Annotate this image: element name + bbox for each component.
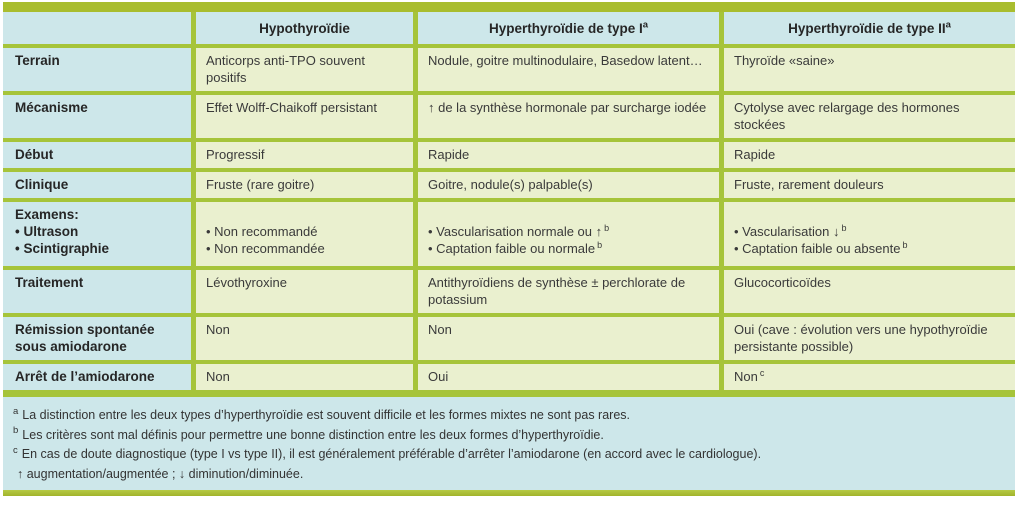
table-cell: Rapide bbox=[413, 138, 719, 168]
row-header bbox=[3, 168, 191, 198]
footnote-c: $^c$ En cas de doute diagnostique (type I vs type II), il est généralement préférable d’arrêter l’amiodarone (en accord avec le cardiologue). bbox=[13, 444, 762, 461]
table-cell: Glucocorticoïdes bbox=[719, 266, 1015, 313]
footnote-symbols: ↑ augmentation/augmentée ; ↓ diminution/diminuée. bbox=[17, 466, 304, 481]
row-header bbox=[3, 91, 191, 138]
footnote-marker: b bbox=[902, 239, 908, 250]
column-header-label: Hypothyroïdie bbox=[259, 20, 350, 36]
table-row-traitement bbox=[3, 266, 1015, 313]
column-header-hypothyroidie bbox=[191, 12, 413, 44]
footnote-marker: c bbox=[759, 367, 765, 378]
table-cell: Fruste, rarement douleurs bbox=[719, 168, 1015, 198]
table-cell: Oui bbox=[413, 360, 719, 390]
table-cell: Non bbox=[191, 313, 413, 360]
table-row-mecanisme bbox=[3, 91, 1015, 138]
table-cell: Oui (cave : évolution vers une hypothyroïdie persistante possible) bbox=[719, 313, 1015, 360]
column-header-hyperthyroidie-type2 bbox=[719, 12, 1015, 44]
footnote-marker: a bbox=[642, 19, 649, 30]
table-row-arret bbox=[3, 360, 1015, 390]
table-cell: Fruste (rare goitre) bbox=[191, 168, 413, 198]
row-header bbox=[3, 266, 191, 313]
row-label: Examens: bbox=[15, 207, 79, 222]
table-row-clinique bbox=[3, 168, 1015, 198]
table-cell: ↑ de la synthèse hormonale par surcharge iodée bbox=[413, 91, 719, 138]
column-header-label: Hyperthyroïdie de type II bbox=[788, 20, 946, 36]
row-label: • Scintigraphie bbox=[15, 241, 109, 256]
table-bottom-border-bar bbox=[3, 390, 1015, 397]
header-row bbox=[3, 12, 1015, 44]
row-label: Clinique bbox=[15, 177, 69, 192]
row-label: • Ultrason bbox=[15, 224, 79, 239]
row-label: Mécanisme bbox=[15, 100, 88, 115]
table-cell: • Vascularisation normale ou ↑ $^b$ • Captation faible ou normale $^b$ bbox=[413, 198, 719, 266]
table-cell: Thyroïde «saine» bbox=[719, 44, 1015, 91]
table-cell: Goitre, nodule(s) palpable(s) bbox=[413, 168, 719, 198]
table-cell: Cytolyse avec relargage des hormones stockées bbox=[719, 91, 1015, 138]
row-label: Terrain bbox=[15, 53, 60, 68]
table-row-remission bbox=[3, 313, 1015, 360]
corner-cell bbox=[3, 12, 191, 44]
table-cell: Antithyroïdiens de synthèse ± perchlorate de potassium bbox=[413, 266, 719, 313]
footnote-marker: b bbox=[841, 222, 847, 233]
table-cell: Non $^c$ bbox=[719, 360, 1015, 390]
row-header bbox=[3, 198, 191, 266]
table-row-examens bbox=[3, 198, 1015, 266]
top-border-bar bbox=[3, 2, 1015, 12]
footnote-marker: b bbox=[597, 239, 603, 250]
table-cell: Non bbox=[191, 360, 413, 390]
table-cell: Progressif bbox=[191, 138, 413, 168]
table-cell: Lévothyroxine bbox=[191, 266, 413, 313]
table-cell: • Vascularisation ↓ $^b$ • Captation faible ou absente $^b$ bbox=[719, 198, 1015, 266]
row-label: Rémission spontanée sous amiodarone bbox=[15, 322, 155, 354]
row-header bbox=[3, 44, 191, 91]
table-row-terrain bbox=[3, 44, 1015, 91]
footnotes-panel bbox=[3, 397, 1015, 490]
row-header bbox=[3, 360, 191, 390]
footnote-marker: b bbox=[604, 222, 610, 233]
row-label: Arrêt de l’amiodarone bbox=[15, 369, 155, 384]
footnote-marker: a bbox=[945, 19, 951, 30]
table-cell: Rapide bbox=[719, 138, 1015, 168]
thyroid-comparison-table bbox=[3, 12, 1015, 390]
table-cell: Anticorps anti-TPO souvent positifs bbox=[191, 44, 413, 91]
table-cell: Effet Wolff-Chaikoff persistant bbox=[191, 91, 413, 138]
footnote-marker: b bbox=[13, 425, 19, 437]
table-cell: Nodule, goitre multinodulaire, Basedow latent… bbox=[413, 44, 719, 91]
footnote-b: $^b$ Les critères sont mal définis pour permettre une bonne distinction entre les deux formes d’hyperthyroïdie. bbox=[13, 425, 604, 442]
row-header bbox=[3, 138, 191, 168]
row-label: Traitement bbox=[15, 275, 84, 290]
footnote-marker: c bbox=[13, 444, 18, 456]
table-row-debut bbox=[3, 138, 1015, 168]
column-header-hyperthyroidie-type1 bbox=[413, 12, 719, 44]
table-cell: Non bbox=[413, 313, 719, 360]
row-header bbox=[3, 313, 191, 360]
page-bottom-border-bar bbox=[3, 490, 1015, 496]
table-cell: • Non recommandé • Non recommandée bbox=[191, 198, 413, 266]
column-header-label: Hyperthyroïdie de type I bbox=[488, 20, 643, 36]
footnote-marker: a bbox=[13, 405, 19, 417]
footnote-a: $^a$ La distinction entre les deux types d’hyperthyroïdie est souvent difficile et les formes mixtes ne sont pas rares. bbox=[13, 405, 631, 422]
row-label: Début bbox=[15, 147, 54, 162]
